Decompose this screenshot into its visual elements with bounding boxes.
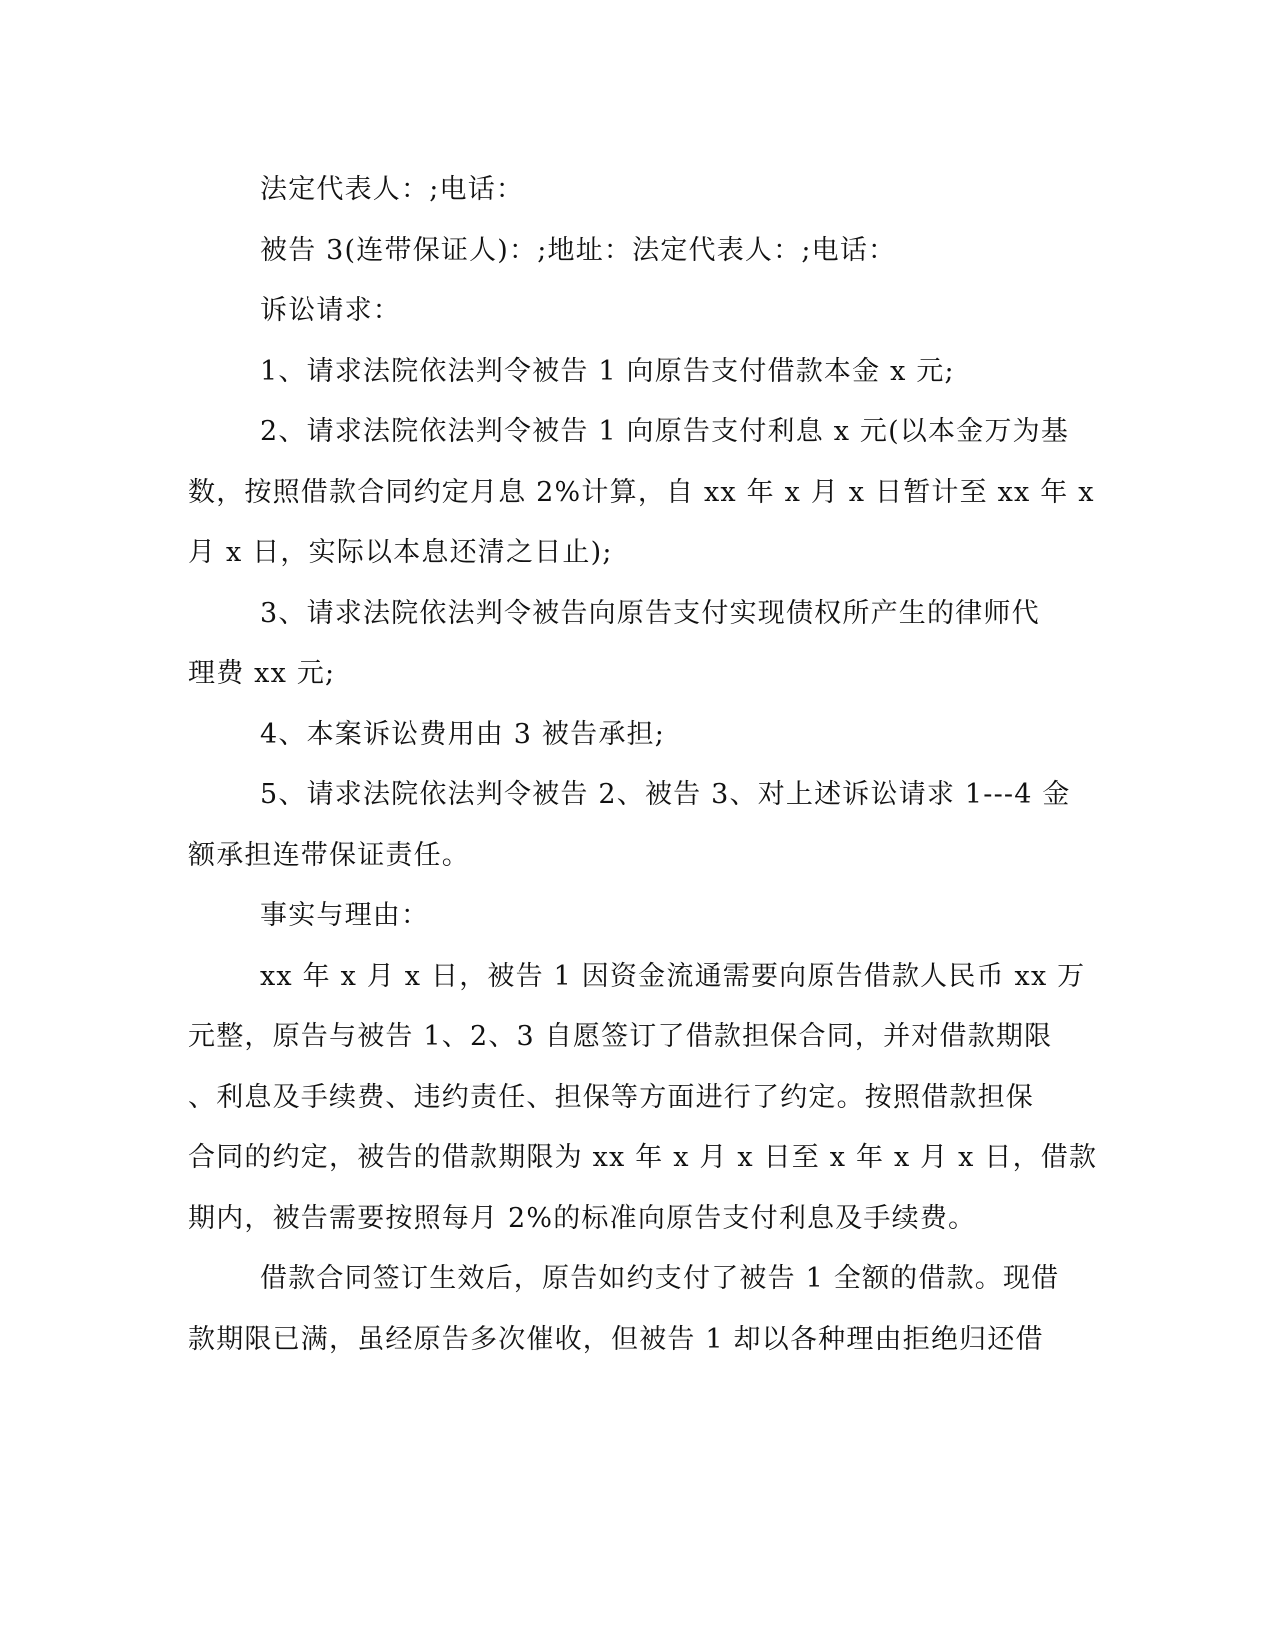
document-body xyxy=(188,160,1098,1370)
claim-5-line-1: 5、请求法院依法判令被告 2、被告 3、对上述诉讼请求 1---4 金 xyxy=(260,779,1071,810)
facts-paragraph-1-line-3: 、利息及手续费、违约责任、担保等方面进行了约定。按照借款担保 xyxy=(188,1081,1034,1113)
claim-1: 1、请求法院依法判令被告 1 向原告支付借款本金 x 元; xyxy=(260,355,955,387)
claim-2-line-3: 月 x 日，实际以本息还清之日止); xyxy=(188,537,613,568)
defendant-3-line: 被告 3(连带保证人)：;地址：法定代表人：;电话： xyxy=(260,234,897,266)
facts-paragraph-1-line-5: 期内，被告需要按照每月 2%的标准向原告支付利息及手续费。 xyxy=(188,1202,977,1234)
facts-paragraph-1-line-1: xx 年 x 月 x 日，被告 1 因资金流通需要向原告借款人民币 xx 万 xyxy=(260,960,1086,992)
claim-4: 4、本案诉讼费用由 3 被告承担; xyxy=(260,718,666,750)
claim-3-line-1: 3、请求法院依法判令被告向原告支付实现债权所产生的律师代 xyxy=(260,597,1040,629)
facts-paragraph-1-line-2: 元整，原告与被告 1、2、3 自愿签订了借款担保合同，并对借款期限 xyxy=(188,1021,1053,1052)
claim-2-line-2: 数，按照借款合同约定月息 2%计算，自 xx 年 x 月 x 日暂计至 xx 年 x xyxy=(188,476,1095,508)
claim-5-line-2: 额承担连带保证责任。 xyxy=(188,839,470,871)
claim-3-line-2: 理费 xx 元; xyxy=(188,658,336,689)
facts-heading: 事实与理由： xyxy=(260,900,430,931)
claims-heading: 诉讼请求： xyxy=(260,295,401,326)
facts-paragraph-1-line-4: 合同的约定，被告的借款期限为 xx 年 x 月 x 日至 x 年 x 月 x 日，借款 xyxy=(188,1142,1098,1173)
facts-paragraph-2-line-1: 借款合同签订生效后，原告如约支付了被告 1 全额的借款。现借 xyxy=(260,1263,1060,1294)
legal-rep-phone-line: 法定代表人：;电话： xyxy=(260,174,525,205)
facts-paragraph-2-line-2: 款期限已满，虽经原告多次催收，但被告 1 却以各种理由拒绝归还借 xyxy=(188,1323,1044,1355)
claim-2-line-1: 2、请求法院依法判令被告 1 向原告支付利息 x 元(以本金万为基 xyxy=(260,416,1070,447)
